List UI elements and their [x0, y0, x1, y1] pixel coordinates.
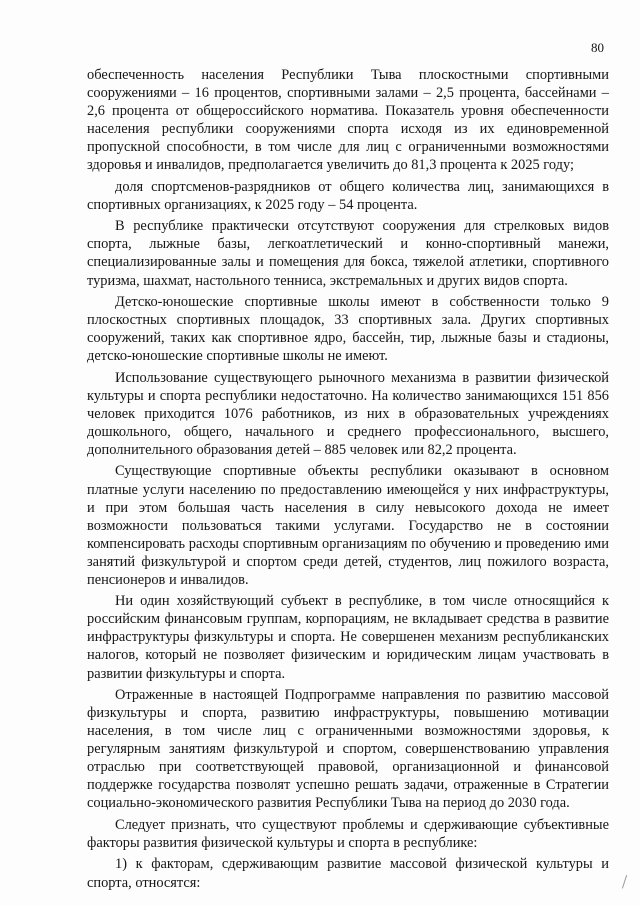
body-text: [87, 66, 609, 892]
paragraph-8: Отраженные в настоящей Подпрограмме направления по развитию массовой физкультуры и спорта, развитию инфраструктуры, повышению мотивации населения, в том числе лиц с ограниченными возможностями здоровья, к регулярным занятиям физкультурой и спортом, совершенствованию управления отраслью при соответствующей правовой, организационной и финансовой поддержке государства позволят успешно решать задачи, отраженные в Стратегии социально-экономического развития Республики Тыва на период до 2030 года.: [87, 687, 609, 812]
paragraph-2: доля спортсменов-разрядников от общего количества лиц, занимающихся в спортивных организациях, к 2025 году – 54 процента.: [87, 178, 609, 213]
paragraph-5: Использование существующего рыночного механизма в развитии физической культуры и спорта республики недостаточно. На количество занимающихся 151 856 человек приходится 1076 работников, из них в образовательных учреждениях дошкольного, общего, начального и среднего профессионального, высшего, дополнительного образования детей – 885 человек или 82,2 процента.: [87, 369, 609, 458]
page-number: 80: [591, 40, 604, 55]
paragraph-6: Существующие спортивные объекты республики оказывают в основном платные услуги населению по предоставлению имеющейся у них инфраструктуры, и при этом большая часть населения в силу невысокого дохода не имеет возможности пользоваться такими услугами. Государство не в состоянии компенсировать расходы спортивным организациям по обучению и проведению ими занятий физкультурой и спортом среди детей, студентов, лиц пожилого возраста, пенсионеров и инвалидов.: [87, 463, 609, 588]
paragraph-1: обеспеченность населения Республики Тыва плоскостными спортивными сооружениями – 16 процентов, спортивными залами – 2,5 процента, бассейнами – 2,6 процента от общероссийского норматива. Показатель уровня обеспеченности населения республики сооружениями спорта исходя из их единовременной пропускной способности, в том числе для лиц с ограниченными возможностями здоровья и инвалидов, предполагается увеличить до 81,3 процента к 2025 году;: [87, 67, 609, 174]
paragraph-4: Детско-юношеские спортивные школы имеют в собственности только 9 плоскостных спортивных площадок, 33 спортивных зала. Других спортивных сооружений, таких как спортивное ядро, бассейн, тир, лыжные базы и стадионы, детско-юношеские спортивные школы не имеют.: [87, 294, 609, 365]
scan-mark: [622, 875, 629, 889]
paragraph-7: Ни один хозяйствующий субъект в республике, в том числе относящийся к российским финансовым группам, корпорациям, не вкладывает средства в развитие инфраструктуры физкультуры и спорта. Не совершенен механизм республиканских налогов, который не позволяет физическим и юридическим лицам участвовать в развитии физкультуры и спорта.: [87, 593, 609, 682]
paragraph-9: Следует признать, что существуют проблемы и сдерживающие субъективные факторы развития физической культуры и спорта в республике:: [87, 816, 609, 851]
paragraph-10: 1) к факторам, сдерживающим развитие массовой физической культуры и спорта, относятся:: [87, 856, 609, 891]
paragraph-3: В республике практически отсутствуют сооружения для стрелковых видов спорта, лыжные базы, легкоатлетический и конно-спортивный манежи, специализированные залы и помещения для бокса, тяжелой атлетики, спортивного туризма, шахмат, настольного тенниса, экстремальных и других видов спорта.: [87, 218, 609, 289]
